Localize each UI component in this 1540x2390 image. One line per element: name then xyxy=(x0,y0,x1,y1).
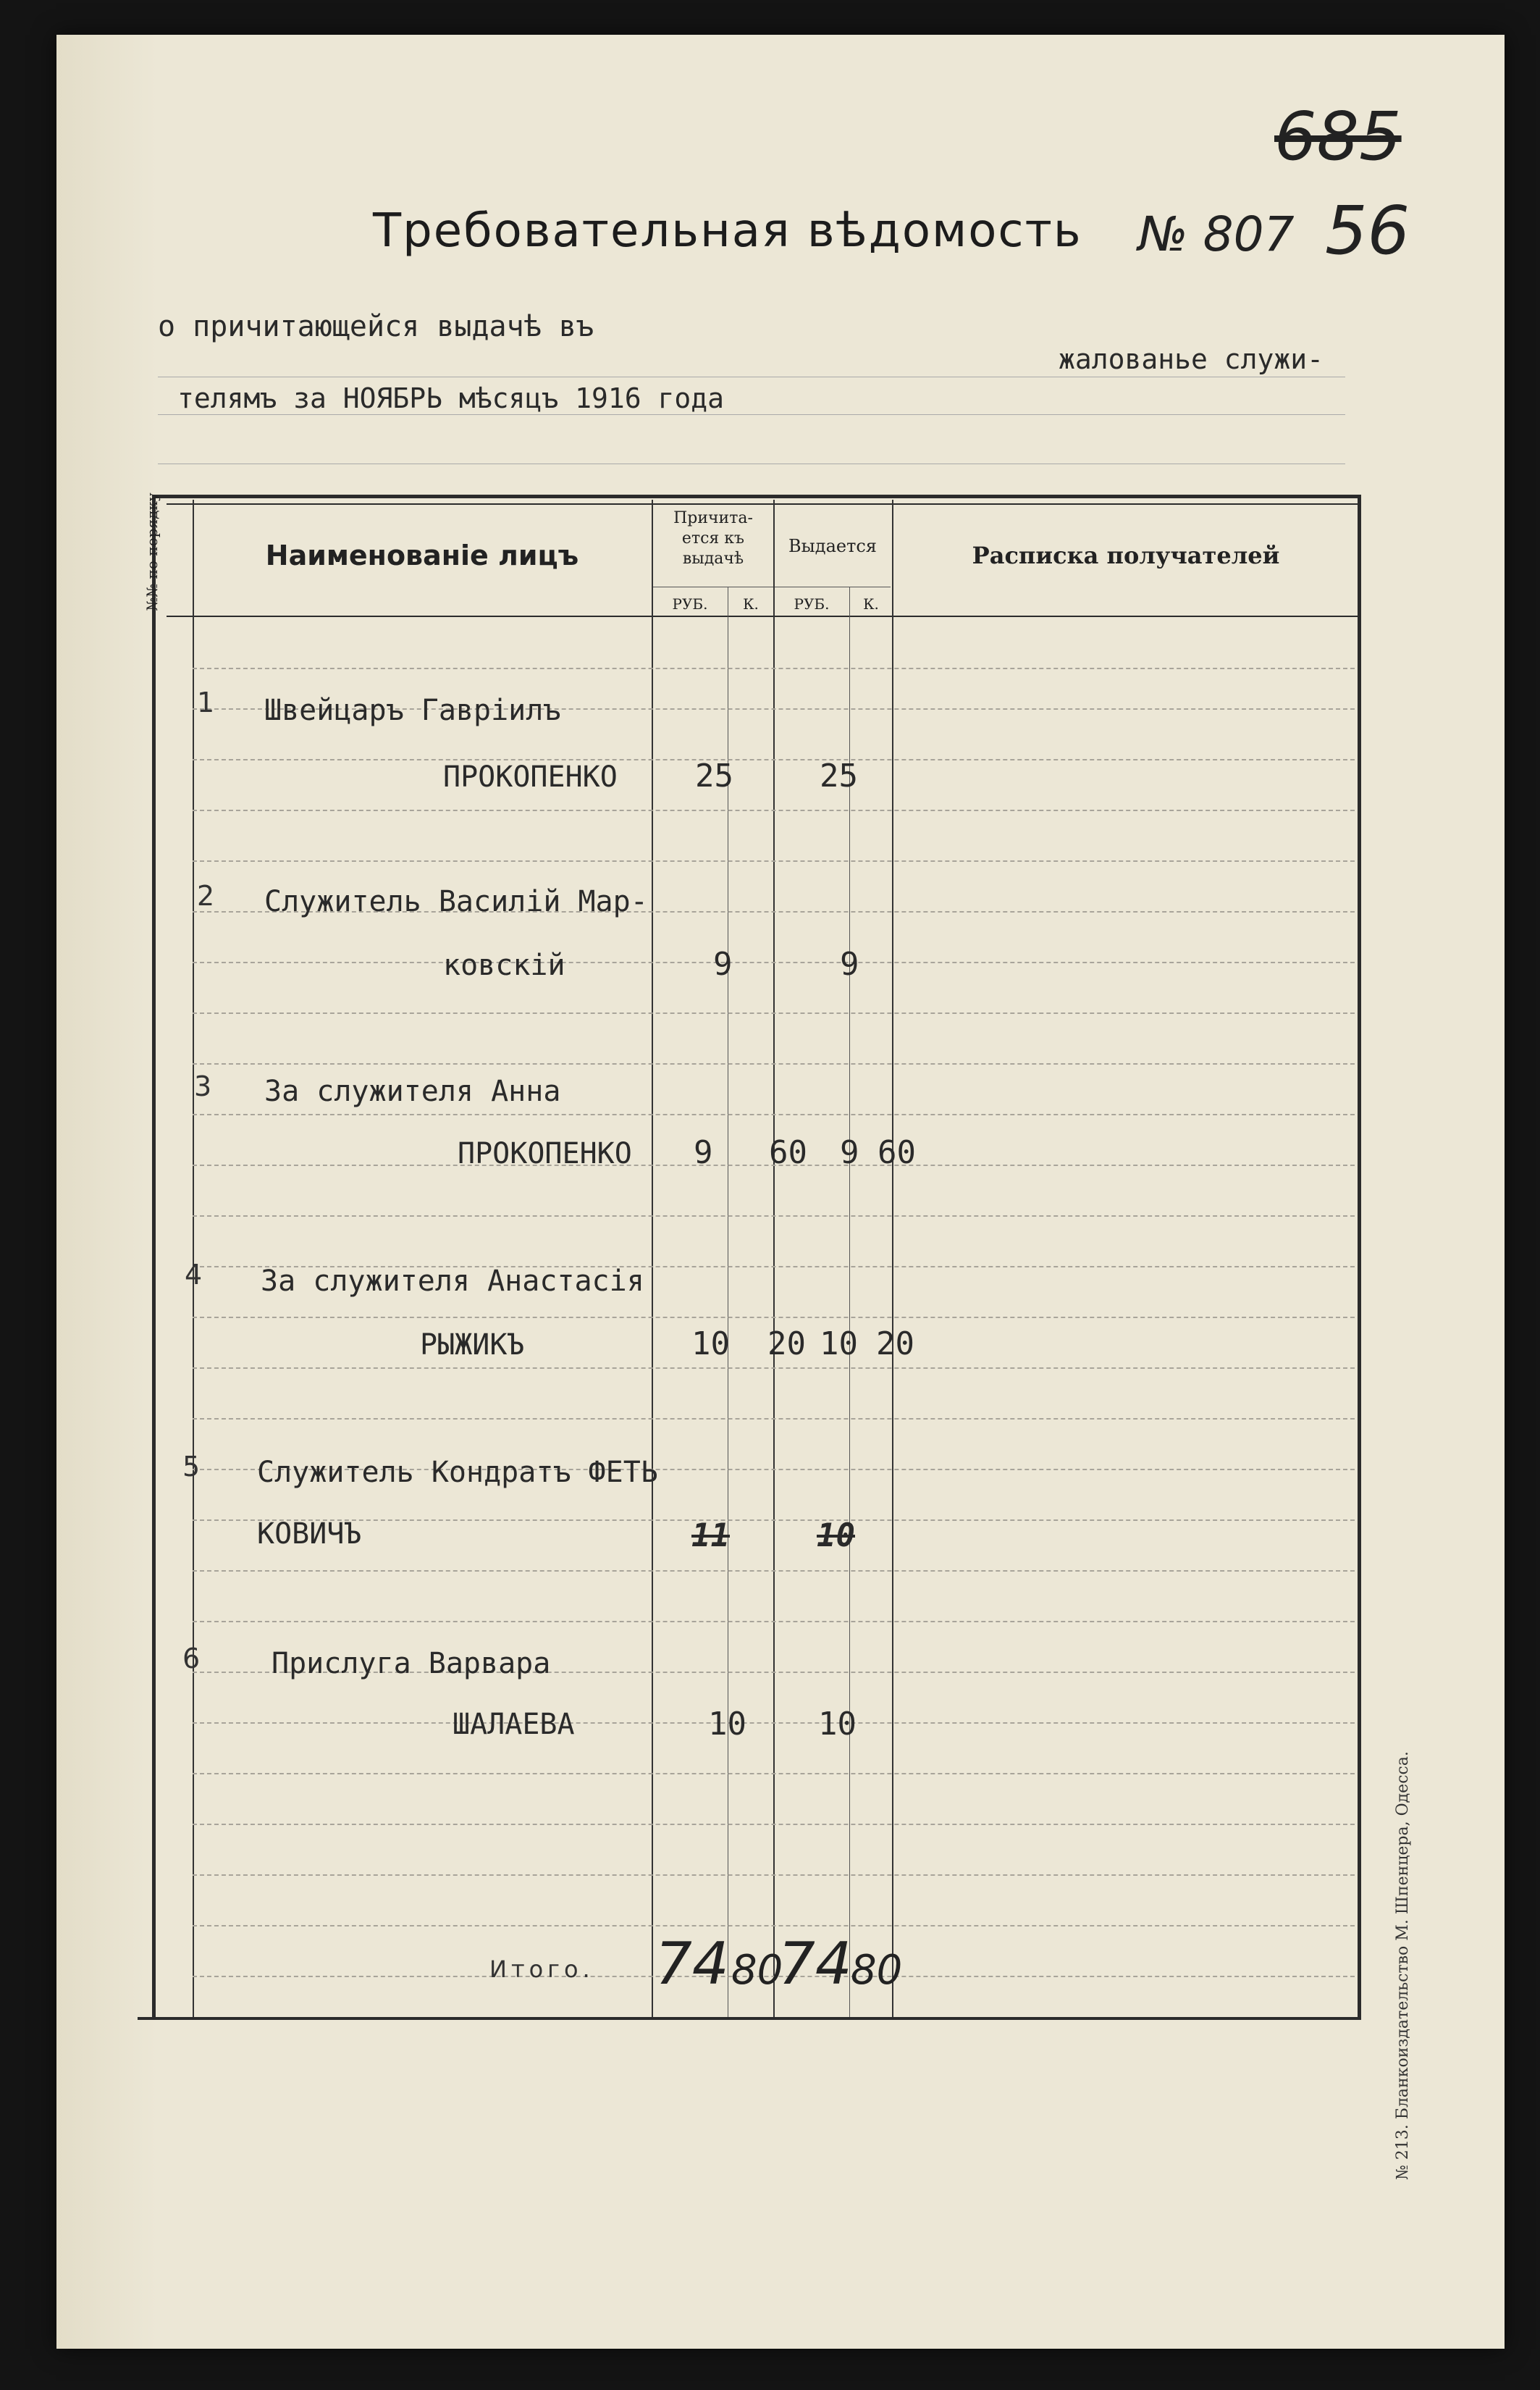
row-paid-rub: 10 xyxy=(818,1706,857,1743)
archive-number-old: 685 xyxy=(1274,98,1402,175)
row-name-line2: ковскій xyxy=(443,949,565,982)
row-name-line1: За служителя Анна xyxy=(264,1075,561,1108)
header-paid-rub: РУБ. xyxy=(794,595,830,613)
row-number: 3 xyxy=(194,1070,212,1102)
row-name-line1: Служитель Кондратъ ФЕТЬ xyxy=(257,1456,658,1489)
header-receipt: Расписка получателей xyxy=(972,542,1280,569)
row-due-kop: 60 xyxy=(769,1134,807,1171)
row-due-rub: 10 xyxy=(691,1325,730,1362)
row-paid-rub: 9 xyxy=(840,1134,859,1171)
row-due-rub: 9 xyxy=(694,1134,713,1171)
subtitle-line2: телямъ за НОЯБРЬ мѣсяцъ 1916 года xyxy=(177,382,724,414)
row-name-line1: Служитель Василій Мар- xyxy=(264,885,648,918)
archive-number-new: 56 xyxy=(1325,192,1410,269)
row-due-kop: 20 xyxy=(767,1325,806,1362)
row-number: 4 xyxy=(185,1259,203,1291)
row-name-line1: Швейцаръ Гавріилъ xyxy=(264,694,561,727)
total-paid-kop: 80 xyxy=(851,1947,903,1994)
printer-imprint: № 213. Бланкоиздательство М. Шпенцера, Одесса. xyxy=(1394,1751,1412,2180)
row-due-rub: 9 xyxy=(713,946,733,983)
total-paid-rub: 74 xyxy=(778,1930,852,1997)
total-due-rub: 74 xyxy=(655,1930,729,1997)
subtitle-line1: о причитающейся выдачѣ въ xyxy=(158,310,594,343)
header-name: Наименованіе лицъ xyxy=(265,540,579,571)
row-paid-rub: 10 xyxy=(817,1517,855,1554)
row-name-line2: РЫЖИКЪ xyxy=(420,1328,525,1362)
paper-fold xyxy=(56,35,158,2349)
header-paid-kop: К. xyxy=(863,595,879,613)
row-name-line2: ПРОКОПЕНКО xyxy=(443,760,618,794)
row-paid-rub: 9 xyxy=(840,946,859,983)
row-number: 6 xyxy=(182,1643,201,1674)
subtitle-underline-2 xyxy=(158,414,1345,415)
header-paid: Выдается xyxy=(788,536,877,556)
row-paid-rub: 10 xyxy=(820,1325,858,1362)
document-title: Требовательная вѣдомость xyxy=(373,204,1082,258)
header-due-rub: РУБ. xyxy=(672,595,708,613)
subtitle-line1-end: жалованье служи- xyxy=(1059,343,1324,375)
row-name-line1: Прислуга Варвара xyxy=(272,1647,551,1680)
row-due-rub: 10 xyxy=(708,1706,746,1743)
row-number: 1 xyxy=(197,687,215,718)
total-label: Итого. xyxy=(489,1955,594,1983)
row-name-line2: КОВИЧЪ xyxy=(257,1517,362,1551)
document-number: № 807 xyxy=(1138,206,1295,262)
row-due-rub: 11 xyxy=(691,1517,730,1554)
row-name-line2: ШАЛАЕВА xyxy=(453,1708,575,1741)
header-row-number: №№ по порядку xyxy=(143,492,161,611)
row-due-rub: 25 xyxy=(695,758,733,794)
row-paid-rub: 25 xyxy=(820,758,858,794)
row-name-line2: ПРОКОПЕНКО xyxy=(458,1137,632,1170)
total-due-kop: 80 xyxy=(731,1947,783,1994)
row-number: 5 xyxy=(182,1451,201,1483)
header-due-kop: К. xyxy=(743,595,759,613)
row-paid-kop: 60 xyxy=(878,1134,916,1171)
row-number: 2 xyxy=(197,880,215,912)
row-name-line1: За служителя Анастасія xyxy=(261,1265,644,1298)
header-due: Причита-ется къ выдачѣ xyxy=(673,509,753,568)
row-paid-kop: 20 xyxy=(876,1325,914,1362)
